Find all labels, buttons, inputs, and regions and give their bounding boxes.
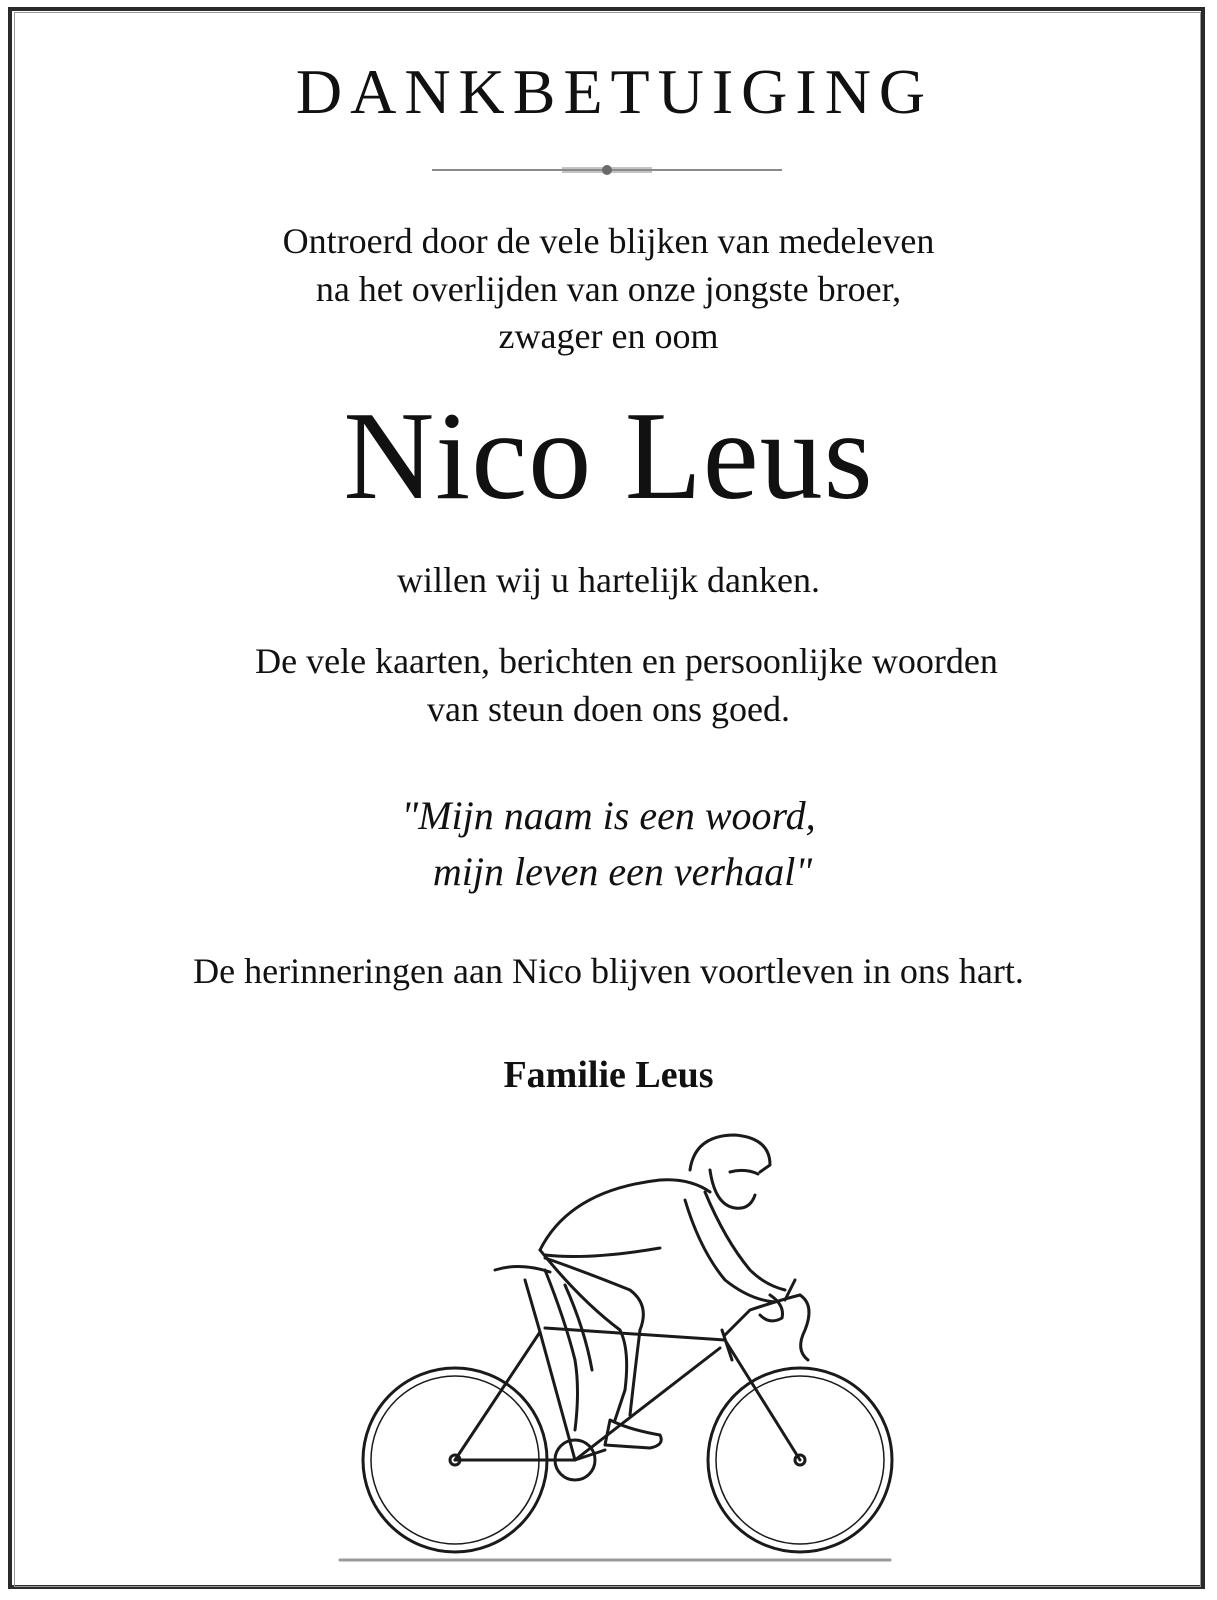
notice-heading: DANKBETUIGING bbox=[295, 56, 934, 127]
thanks-line: willen wij u hartelijk danken. bbox=[397, 560, 820, 600]
intro-line-1: Ontroerd door de vele blijken van medeleven bbox=[282, 221, 935, 261]
support-line-2: van steun doen ons goed. bbox=[427, 689, 790, 729]
quote-line-2: mijn leven een verhaal" bbox=[432, 849, 813, 894]
intro-line-3: zwager en oom bbox=[498, 316, 719, 356]
quote-line-1: "Mijn naam is een woord, bbox=[401, 793, 816, 838]
support-line-1: De vele kaarten, berichten en persoonlijke woorden bbox=[255, 641, 998, 681]
deceased-name: Nico Leus bbox=[343, 387, 874, 526]
family-signature: Familie Leus bbox=[503, 1054, 714, 1096]
ornament-divider bbox=[432, 163, 782, 177]
cyclist-illustration bbox=[330, 1130, 910, 1570]
memory-line: De herinneringen aan Nico blijven voortleven in ons hart. bbox=[193, 951, 1024, 991]
intro-line-2: na het overlijden van onze jongste broer, bbox=[315, 269, 902, 309]
